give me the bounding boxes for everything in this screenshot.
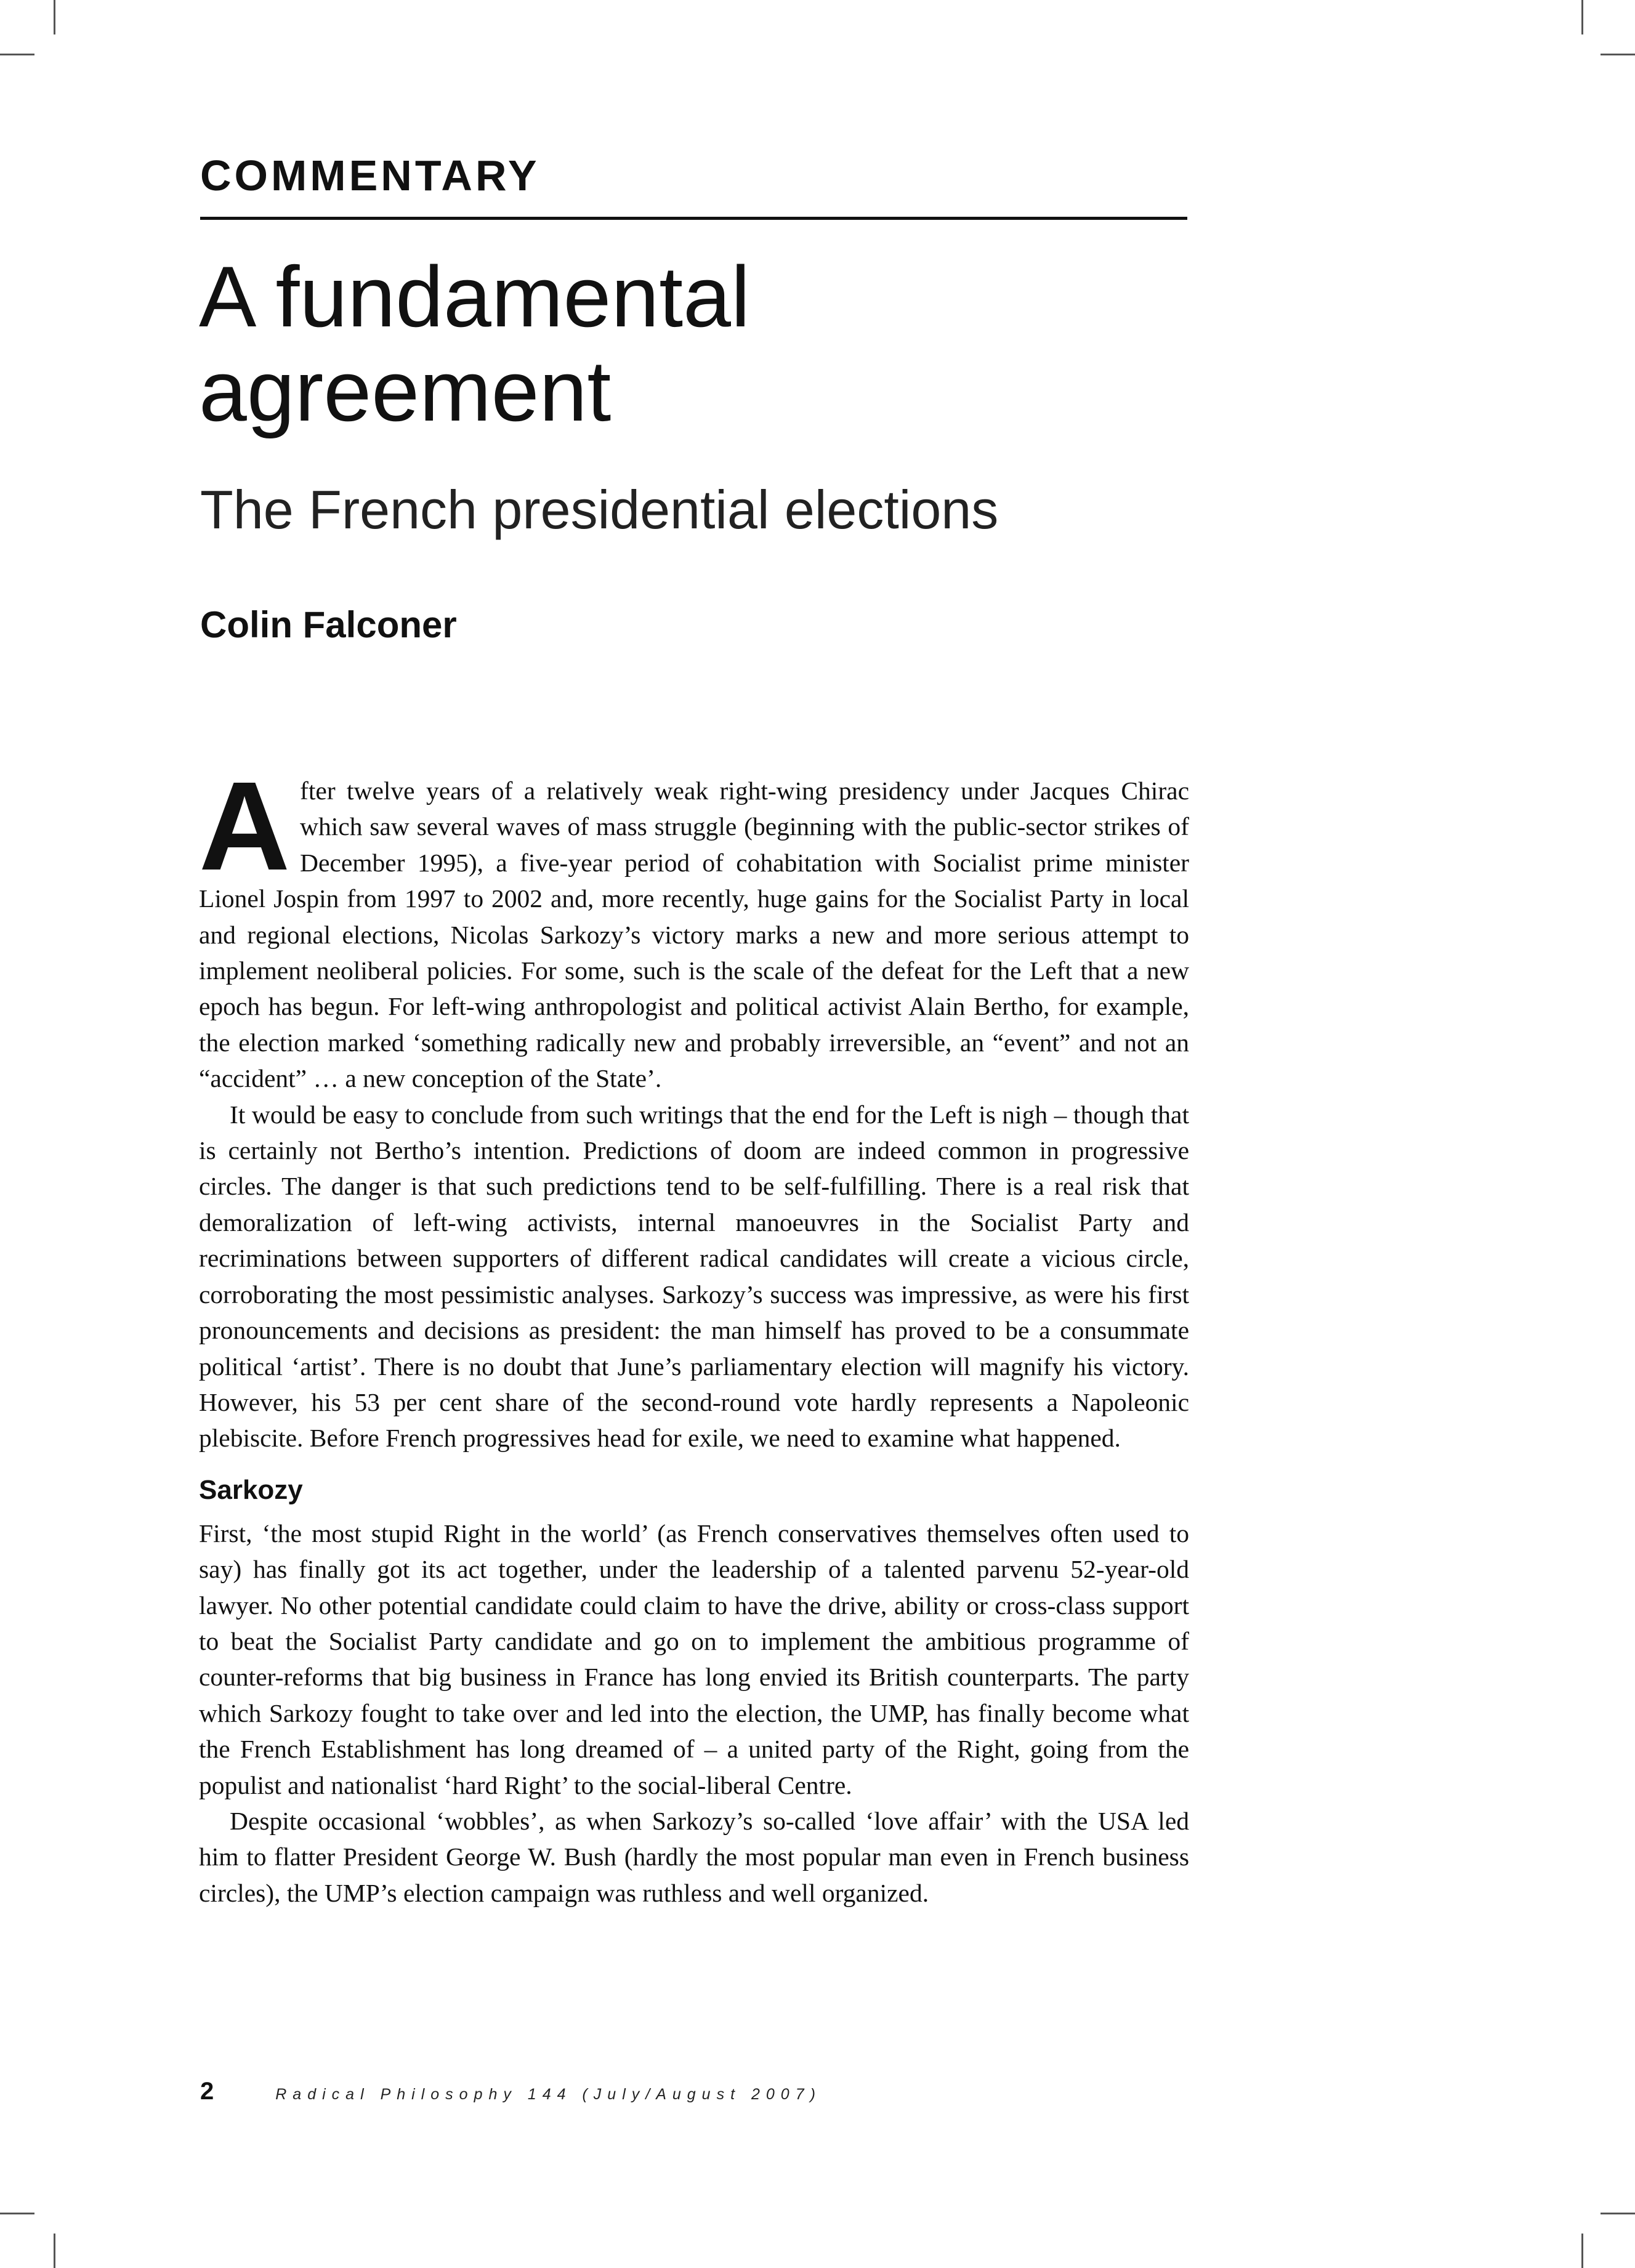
section-heading: Sarkozy [199, 1474, 303, 1505]
crop-mark [1581, 2234, 1583, 2268]
crop-mark [54, 2234, 55, 2268]
section-label: COMMENTARY [200, 151, 540, 200]
crop-mark [1601, 2213, 1635, 2214]
author-name: Colin Falconer [200, 604, 457, 645]
paragraph [199, 756, 1189, 1097]
crop-mark [54, 0, 55, 34]
title-line: agreement [199, 342, 612, 439]
article-body [199, 756, 1189, 1911]
drop-cap: A [199, 756, 291, 897]
header-rule [200, 217, 1187, 220]
crop-mark [0, 54, 34, 55]
paragraph: Despite occasional ‘wobbles’, as when Sarkozy’s so-called ‘love affair’ with the USA led him to flatter President George W. Bush (hardly the most popular man even in French business circles), the UMP’s election campaign was ruthless and well organized. [199, 1806, 1189, 1907]
crop-mark [1601, 54, 1635, 55]
article-title [199, 249, 1197, 438]
article-subtitle: The French presidential elections [200, 479, 999, 540]
paragraph: It would be easy to conclude from such writings that the end for the Left is nigh – though that is certainly not Bertho’s intention. Predictions of doom are indeed common in progressive circles. The danger is that such predictions tend to be self-fulfilling. There is a real risk that demoralization of left-wing activists, internal manoeuvres in the Socialist Party and recriminations between supporters of different radical candidates will create a vicious circle, corroborating the most pessimistic analyses. Sarkozy’s success was impressive, as were his first pronouncements and decisions as president: the man himself has proved to be a consummate political ‘artist’. There is no doubt that June’s parliamentary election will magnify his victory. However, his 53 per cent share of the second-round vote hardly represents a Napoleonic plebiscite. Before French progressives head for exile, we need to examine what happened. [199, 1100, 1189, 1453]
page-number: 2 [200, 2078, 214, 2105]
title-line: A fundamental [199, 248, 751, 345]
journal-citation: Radical Philosophy 144 (July/August 2007) [275, 2086, 822, 2103]
page-footer [200, 2078, 822, 2109]
paragraph: First, ‘the most stupid Right in the world’ (as French conservatives themselves often used to say) has finally got its act together, under the leadership of a talented parvenu 52-year-old lawyer. No other potential candidate could claim to have the drive, ability or cross-class support to beat the Socialist Party candidate and go on to implement the ambitious programme of counter-reforms that big business in France has long envied its British counterparts. The party which Sarkozy fought to take over and led into the election, the UMP, has finally become what the French Establishment has long dreamed of – a united party of the Right, going from the populist and nationalist ‘hard Right’ to the social-liberal Centre. [199, 1519, 1189, 1799]
paragraph-text: fter twelve years of a relatively weak right-wing presidency under Jacques Chirac which saw several waves of mass struggle (beginning with the public-sector strikes of December 1995), a five-year period of cohabitation with Socialist prime minister Lionel Jospin from 1997 to 2002 and, more recently, huge gains for the Socialist Party in local and regional elections, Nicolas Sarkozy’s victory marks a new and more serious attempt to implement neoliberal policies. For some, such is the scale of the defeat for the Left that a new epoch has begun. For left-wing anthropologist and political activist Alain Bertho, for example, the election marked ‘something radically new and probably irreversible, an “event” and not an “accident” … a new conception of the State’. [199, 777, 1189, 1093]
crop-mark [1581, 0, 1583, 34]
crop-mark [0, 2213, 34, 2214]
